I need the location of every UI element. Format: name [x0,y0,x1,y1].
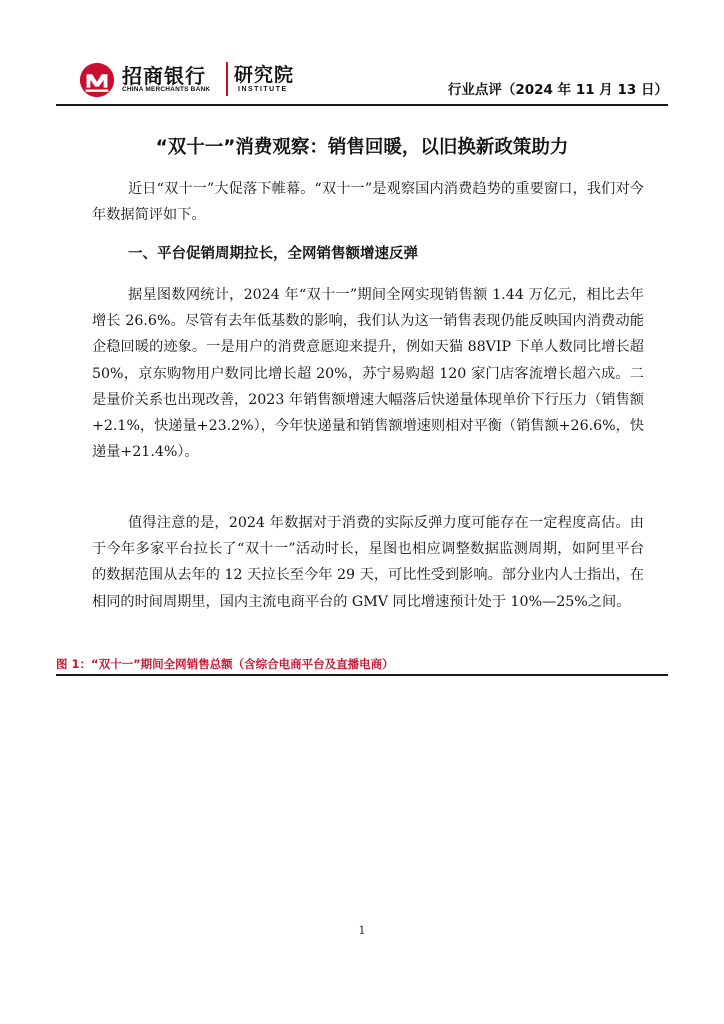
intro-paragraph: 近日“双十一”大促落下帷幕。“双十一”是观察国内消费趋势的重要窗口，我们对今年数据简评如下。 [92,181,644,224]
report-type-date: 行业点评（2024 年 11 月 13 日） [447,82,668,98]
report-header [56,58,668,104]
body-paragraph: 据星图数网统计，2024 年“双十一”期间全网实现销售额 1.44 万亿元，相比去年增长 26.6%。尽管有去年低基数的影响，我们认为这一销售表现仍能反映国内消费动能企稳回暖的迹象。一是用户的消费意愿迎来提升，例如天猫 88VIP 下单人数同比增长超 50%，京东购物用户数同比增长超 20%，苏宁易购超 120 家门店客流增长超六成。二是量价关系也出现改善，2023 年销售额增速大幅落后快递量体现单价下行压力（销售额+2.1%，快递量+23.2%），今年快递量和销售额增速则相对平衡（销售额+26.6%，快递量+21.4%）。 [92,287,644,461]
institute-name-cn: 研究院 [234,64,295,86]
section-heading: 一、平台促销周期拉长，全网销售额增速反弹 [128,246,418,262]
institute-name-en: INSTITUTE [238,86,288,93]
logo-divider [226,62,228,96]
page-title: “双十一”消费观察：销售回暖，以旧换新政策助力 [155,137,569,158]
cmb-logo-icon [78,61,116,99]
page-number: 1 [358,924,366,937]
body-paragraph: 值得注意的是，2024 年数据对于消费的实际反弹力度可能存在一定程度高估。由于今年多家平台拉长了“双十一”活动时长，星图也相应调整数据监测周期，如阿里平台的数据范围从去年的 12 天拉长至今年 29 天，可比性受到影响。部分业内人士指出，在相同的时间周期里，国内主流电商平台的 GMV 同比增速预计处于 10%—25%之间。 [92,515,644,610]
bank-name-cn: 招商银行 [122,64,206,88]
bank-name-en: CHINA MERCHANTS BANK [122,86,211,93]
header-rule [56,104,668,106]
figure-rule [56,674,668,676]
figure-caption: 图 1：“双十一”期间全网销售总额（含综合电商平台及直播电商） [56,657,394,671]
